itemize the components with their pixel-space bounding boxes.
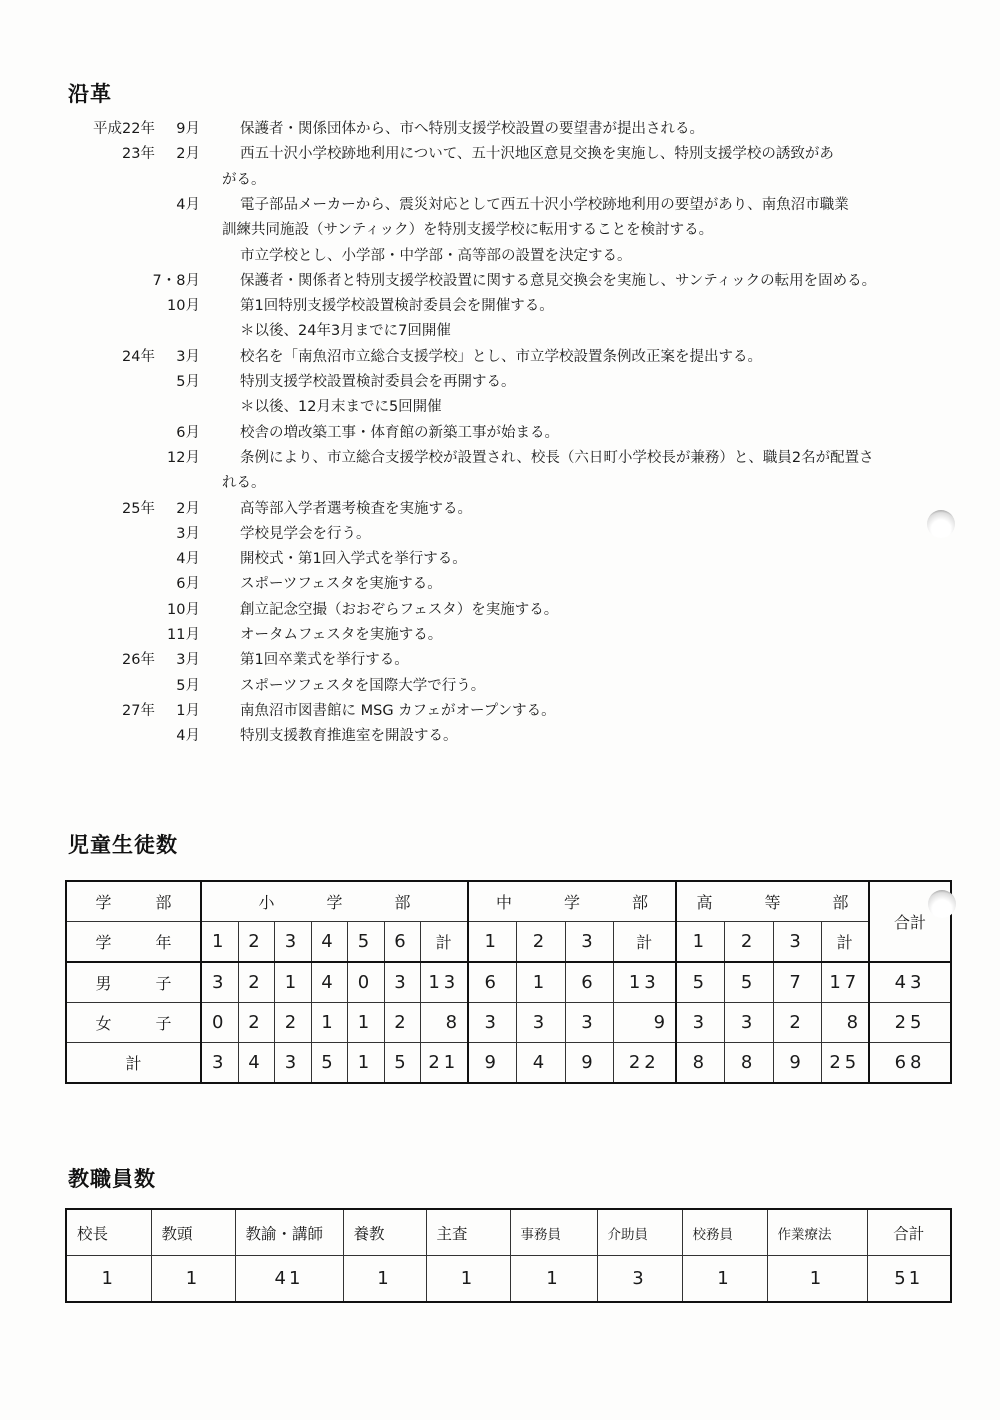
staff-value-cell: 1: [510, 1256, 597, 1303]
history-month: 6月: [176, 576, 200, 593]
student-count-cell: 2: [773, 1003, 821, 1043]
history-text: 訓練共同施設（サンティック）を特別支援学校に転用することを検討する。: [222, 222, 714, 239]
history-text: 市立学校とし、小学部・中学部・高等部の設置を決定する。: [240, 247, 632, 264]
history-entry: [0, 699, 1000, 724]
grade-header-row: [66, 922, 951, 963]
history-year: 25年: [122, 500, 155, 517]
history-text: 南魚沼市図書館に MSG カフェがオープンする。: [240, 702, 556, 719]
student-count-cell: 1: [347, 1003, 384, 1043]
grade-header-cell: 3: [565, 922, 613, 963]
hole-punch-mark: [928, 890, 956, 918]
grade-label: 学 年: [66, 922, 201, 963]
staff-header-cell: 校長: [66, 1209, 151, 1256]
dept-elementary: 小 学 部: [201, 881, 468, 922]
staff-value-cell: 41: [235, 1256, 343, 1303]
history-month: 11月: [167, 627, 200, 643]
student-count-cell: 3: [516, 1003, 565, 1043]
history-entry: [0, 345, 1000, 370]
student-count-cell: 3: [274, 1043, 311, 1084]
student-count-cell: 9: [468, 1043, 516, 1084]
student-count-cell: 9: [565, 1043, 613, 1084]
staff-table: [65, 1208, 952, 1303]
history-text: 創立記念空撮（おおぞらフェスタ）を実施する。: [240, 601, 559, 618]
history-text: 学校見学会を行う。: [240, 525, 371, 542]
hole-punch-mark: [927, 510, 955, 538]
history-text: オータムフェスタを実施する。: [240, 627, 443, 643]
grade-header-cell: 1: [676, 922, 724, 963]
history-entry: [0, 370, 1000, 395]
staff-value-cell: 1: [682, 1256, 767, 1303]
student-count-cell: 3: [201, 962, 238, 1003]
history-entry: [0, 497, 1000, 522]
student-count-cell: 7: [773, 962, 821, 1003]
history-text: ＊以後、24年3月までに7回開催: [240, 323, 451, 340]
student-count-cell: 13: [420, 962, 468, 1003]
history-year: 23年: [122, 146, 155, 163]
history-month: 3月: [176, 525, 200, 542]
history-entry: [0, 421, 1000, 446]
student-count-cell: 3: [384, 962, 420, 1003]
student-count-cell: 17: [821, 962, 869, 1003]
student-count-cell: 0: [201, 1003, 238, 1043]
history-text: ＊以後、12月末までに5回開催: [240, 399, 442, 416]
student-count-cell: 5: [724, 962, 773, 1003]
student-count-cell: 3: [201, 1043, 238, 1084]
history-text: れる。: [222, 475, 266, 492]
history-text: 保護者・関係者と特別支援学校設置に関する意見交換会を実施し、サンティックの転用を固める。: [240, 272, 877, 289]
student-count-cell: 5: [311, 1043, 347, 1084]
student-count-cell: 5: [676, 962, 724, 1003]
history-text: 特別支援学校設置検討委員会を再開する。: [240, 374, 516, 390]
history-entry: [0, 319, 1000, 344]
grade-header-cell: 3: [773, 922, 821, 963]
history-month: 5月: [176, 677, 200, 694]
history-entry: [0, 471, 1000, 496]
student-count-cell: 8: [420, 1003, 468, 1043]
history-text: がる。: [222, 171, 266, 188]
grand-total-header: 合計: [869, 881, 951, 962]
student-count-cell: 2: [384, 1003, 420, 1043]
student-row-label: 男 子: [66, 962, 201, 1003]
history-entry: [0, 572, 1000, 597]
student-count-cell: 1: [274, 962, 311, 1003]
history-month: 4月: [176, 728, 200, 745]
student-count-cell: 5: [384, 1043, 420, 1084]
history-entry: [0, 142, 1000, 167]
student-count-cell: 3: [724, 1003, 773, 1043]
history-entry: [0, 446, 1000, 471]
history-text: 校舎の増改築工事・体育館の新築工事が始まる。: [240, 424, 559, 441]
student-total-cell: 43: [869, 962, 951, 1003]
history-text: 第1回卒業式を挙行する。: [240, 652, 409, 669]
history-month: 5月: [176, 374, 200, 390]
student-count-cell: 8: [724, 1043, 773, 1084]
history-text: 特別支援教育推進室を開設する。: [240, 728, 458, 745]
student-row: [66, 1003, 951, 1043]
staff-header-cell: 介助員: [597, 1209, 682, 1256]
history-month: 3月: [176, 652, 200, 669]
student-count-cell: 25: [821, 1043, 869, 1084]
history-text: スポーツフェスタを実施する。: [240, 576, 442, 593]
history-entry: [0, 522, 1000, 547]
history-month: 3月: [176, 348, 200, 365]
student-row: [66, 962, 951, 1003]
student-count-cell: 13: [613, 962, 676, 1003]
history-text: 校名を「南魚沼市立総合支援学校」とし、市立学校設置条例改正案を提出する。: [240, 348, 762, 365]
history-month: 7・8月: [152, 272, 200, 289]
history-year: 平成22年: [93, 121, 155, 137]
history-entry: [0, 547, 1000, 572]
history-text: 条例により、市立総合支援学校が設置され、校長（六日町小学校長が兼務）と、職員2名が配置さ: [240, 449, 874, 466]
history-entry: [0, 623, 1000, 648]
history-month: 4月: [176, 196, 200, 213]
staff-header-cell: 作業療法: [767, 1209, 867, 1256]
grade-header-cell: 5: [347, 922, 384, 963]
grade-header-cell: 6: [384, 922, 420, 963]
dept-header-row: [66, 881, 951, 922]
history-month: 9月: [176, 121, 200, 137]
grade-header-cell: 2: [724, 922, 773, 963]
history-month: 6月: [176, 424, 200, 441]
student-count-cell: 3: [565, 1003, 613, 1043]
history-month: 10月: [167, 298, 200, 315]
history-month: 10月: [167, 601, 200, 618]
history-year: 27年: [122, 702, 155, 719]
student-count-cell: 6: [565, 962, 613, 1003]
dept-label: 学 部: [66, 881, 201, 922]
history-text: 保護者・関係団体から、市へ特別支援学校設置の要望書が提出される。: [240, 121, 704, 137]
grade-header-cell: 3: [274, 922, 311, 963]
history-text: スポーツフェスタを国際大学で行う。: [240, 677, 486, 694]
student-row: [66, 1043, 951, 1084]
student-row-label: 女 子: [66, 1003, 201, 1043]
student-count-cell: 2: [238, 1003, 274, 1043]
student-count-cell: 1: [516, 962, 565, 1003]
staff-header-cell: 養教: [343, 1209, 426, 1256]
staff-header-row: [66, 1209, 951, 1256]
history-entry: [0, 598, 1000, 623]
grade-header-cell: 計: [420, 922, 468, 963]
student-total-cell: 25: [869, 1003, 951, 1043]
grade-header-cell: 2: [516, 922, 565, 963]
student-count-cell: 22: [613, 1043, 676, 1084]
student-count-cell: 4: [311, 962, 347, 1003]
staff-header-cell: 教頭: [151, 1209, 235, 1256]
student-count-cell: 2: [274, 1003, 311, 1043]
grade-header-cell: 計: [821, 922, 869, 963]
history-text: 第1回特別支援学校設置検討委員会を開催する。: [240, 298, 554, 315]
staff-value-cell: 1: [66, 1256, 151, 1303]
history-year: 26年: [122, 652, 155, 669]
dept-middle: 中 学 部: [468, 881, 676, 922]
history-entry: [0, 674, 1000, 699]
grade-header-cell: 1: [468, 922, 516, 963]
student-count-cell: 4: [516, 1043, 565, 1084]
student-total-cell: 68: [869, 1043, 951, 1084]
staff-value-cell: 1: [426, 1256, 510, 1303]
history-entry: [0, 648, 1000, 673]
history-entry: [0, 269, 1000, 294]
dept-high: 高 等 部: [676, 881, 869, 922]
history-entry: [0, 218, 1000, 243]
student-count-cell: 4: [238, 1043, 274, 1084]
history-entry: [0, 244, 1000, 269]
student-count-cell: 3: [676, 1003, 724, 1043]
staff-header-cell: 事務員: [510, 1209, 597, 1256]
history-entry: [0, 294, 1000, 319]
history-text: 西五十沢小学校跡地利用について、五十沢地区意見交換を実施し、特別支援学校の誘致があ: [240, 146, 834, 163]
history-entry: [0, 193, 1000, 218]
history-month: 4月: [176, 551, 200, 568]
history-text: 電子部品メーカーから、震災対応として西五十沢小学校跡地利用の要望があり、南魚沼市職業: [240, 196, 849, 213]
student-count-cell: 21: [420, 1043, 468, 1084]
history-text: 高等部入学者選考検査を実施する。: [240, 500, 472, 517]
history-entry: [0, 395, 1000, 420]
history-month: 2月: [176, 500, 200, 517]
staff-values-row: [66, 1256, 951, 1303]
student-count-cell: 6: [468, 962, 516, 1003]
students-title: 児童生徒数: [68, 832, 178, 857]
history-year: 24年: [122, 348, 155, 365]
staff-value-cell: 1: [343, 1256, 426, 1303]
history-entry: [0, 724, 1000, 749]
staff-title: 教職員数: [68, 1166, 156, 1191]
history-title: 沿革: [68, 81, 112, 106]
staff-header-cell: 教諭・講師: [235, 1209, 343, 1256]
staff-value-cell: 1: [151, 1256, 235, 1303]
student-row-label: 計: [66, 1043, 201, 1084]
history-entry: [0, 117, 1000, 142]
student-count-cell: 9: [773, 1043, 821, 1084]
grade-header-cell: 1: [201, 922, 238, 963]
student-count-cell: 3: [468, 1003, 516, 1043]
staff-value-cell: 3: [597, 1256, 682, 1303]
student-count-cell: 1: [347, 1043, 384, 1084]
history-month: 12月: [167, 449, 200, 466]
grade-header-cell: 計: [613, 922, 676, 963]
history-month: 1月: [176, 702, 200, 719]
staff-value-cell: 1: [767, 1256, 867, 1303]
student-count-cell: 1: [311, 1003, 347, 1043]
history-text: 開校式・第1回入学式を挙行する。: [240, 551, 467, 568]
students-table: [65, 880, 952, 1084]
grade-header-cell: 4: [311, 922, 347, 963]
student-count-cell: 2: [238, 962, 274, 1003]
student-count-cell: 8: [821, 1003, 869, 1043]
history-month: 2月: [176, 146, 200, 163]
grade-header-cell: 2: [238, 922, 274, 963]
staff-value-cell: 51: [867, 1256, 951, 1303]
staff-header-cell: 主査: [426, 1209, 510, 1256]
history-entry: [0, 168, 1000, 193]
staff-header-cell: 合計: [867, 1209, 951, 1256]
student-count-cell: 8: [676, 1043, 724, 1084]
staff-header-cell: 校務員: [682, 1209, 767, 1256]
student-count-cell: 9: [613, 1003, 676, 1043]
student-count-cell: 0: [347, 962, 384, 1003]
